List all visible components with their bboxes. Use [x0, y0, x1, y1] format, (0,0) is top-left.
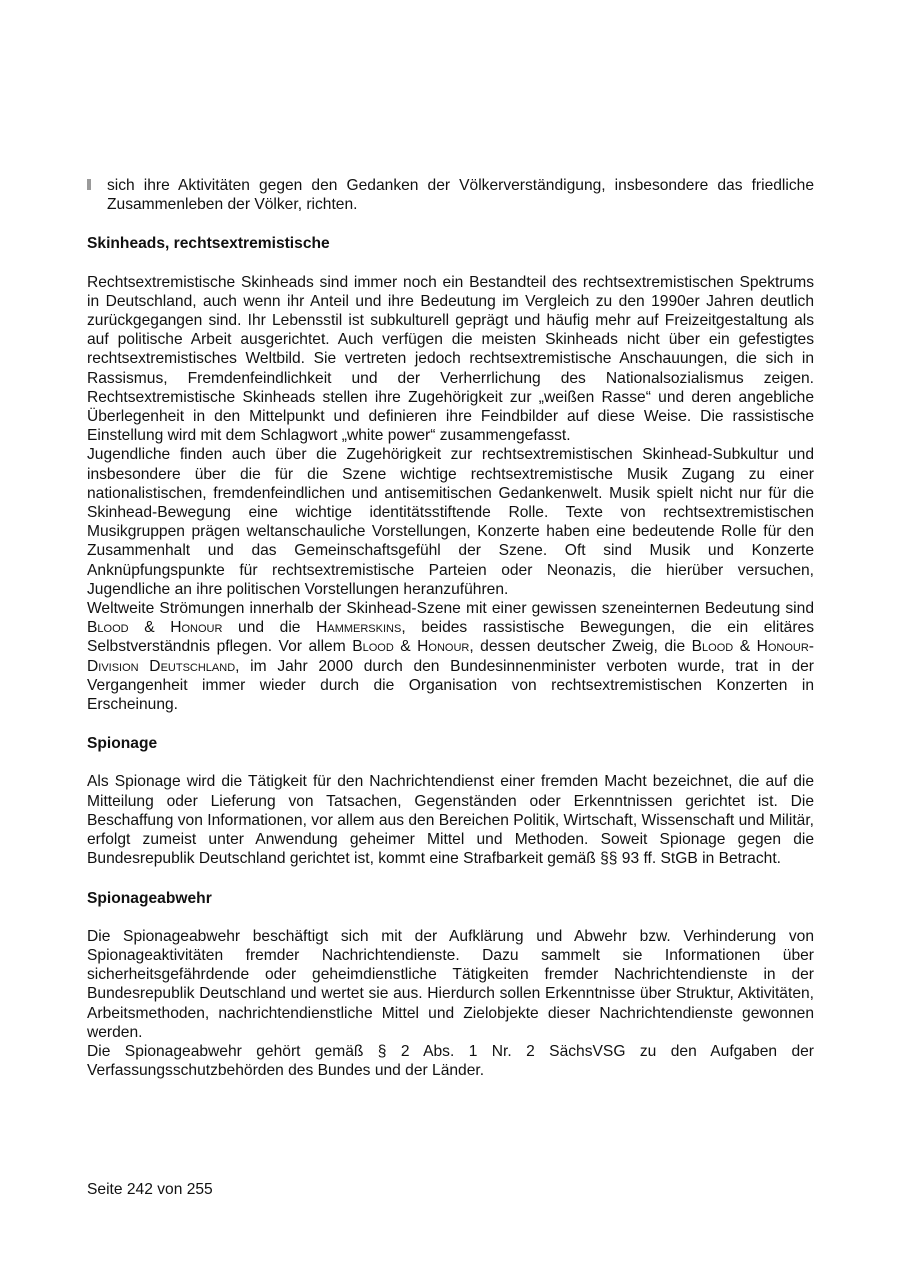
- paragraph-skinheads-2: Jugendliche finden auch über die Zugehörigkeit zur rechtsextremistischen Skinhead-Subkultur und insbesondere über die für die Szene wichtige rechtsextremistische Musik Zugang zu einer nationalistischen, fremdenfeindlichen und antisemitischen Gedankenwelt. Musik spielt nicht nur für die Skinhead-Bewegung eine wichtige identitätsstiftende Rolle. Texte von rechtsextremistischen Musikgruppen prägen weltanschauliche Vorstellungen, Konzerte haben eine bedeutende Rolle für den Zusammenhalt und das Gemeinschaftsgefühl der Szene. Oft sind Musik und Konzerte Anknüpfungspunkte für rechtsextremistische Parteien oder Neonazis, die hierüber versuchen, Jugendliche an ihre politischen Vorstellungen heranzuführen.: [87, 446, 814, 598]
- bullet-item: [87, 176, 814, 214]
- org-name-hammerskins: Hammerskins: [316, 619, 402, 637]
- text-run: , dessen deutscher Zweig, die: [469, 638, 692, 656]
- text-run: Weltweite Strömungen innerhalb der Skinhead-Szene mit einer gewissen szeneinternen Bedeutung sind: [87, 600, 814, 618]
- bullet-text: sich ihre Aktivitäten gegen den Gedanken der Völkerverständigung, insbesondere das friedliche Zusammenleben der Völker, richten.: [107, 177, 814, 214]
- page-number: Seite 242 von 255: [87, 1181, 213, 1198]
- paragraph-spionage: Als Spionage wird die Tätigkeit für den Nachrichtendienst einer fremden Macht bezeichnet, die auf die Mitteilung oder Lieferung von Tatsachen, Gegenständen oder Erkenntnissen gerichtet ist. Die Beschaffung von Informationen, vor allem aus den Bereichen Politik, Wirtschaft, Wissenschaft und Militär, erfolgt zumeist unter Anwendung geheimer Mittel und Methoden. Soweit Spionage gegen die Bundesrepublik Deutschland gerichtet ist, kommt eine Strafbarkeit gemäß §§ 93 ff. StGB in Betracht.: [87, 773, 814, 868]
- paragraph-spionageabwehr-1: Die Spionageabwehr beschäftigt sich mit der Aufklärung und Abwehr bzw. Verhinderung von Spionageaktivitäten fremder Nachrichtendienste. Dazu sammelt sie Informationen über sicherheitsgefährdende oder geheimdienstliche Tätigkeiten fremder Nachrichtendienste in der Bundesrepublik Deutschland und wertet sie aus. Hierdurch sollen Erkenntnisse über Struktur, Aktivitäten, Arbeitsmethoden, nachrichtendienstliche Mittel und Zielobjekte dieser Nachrichtendienste gewonnen werden.: [87, 927, 814, 1041]
- org-name-blood-honour: Blood & Honour: [87, 619, 223, 637]
- heading-skinheads: Skinheads, rechtsextremistische: [87, 235, 330, 253]
- org-name-division-deutschland: Blood & Honour-Division Deutschland: [87, 638, 814, 675]
- heading-spionageabwehr: Spionageabwehr: [87, 889, 212, 907]
- bullet-marker: [87, 179, 91, 190]
- text-run: , beides rassistische Bewegungen, die ein elitäres Selbstverständnis pflegen. Vor allem: [87, 619, 814, 656]
- heading-spionage: Spionage: [87, 735, 158, 753]
- text-run: und die: [222, 619, 317, 637]
- text-run: , im Jahr 2000 durch den Bundesinnenminister verboten wurde, trat in der Vergangenheit immer wieder durch die Organisation von rechtsextremistischen Konzerten in Erscheinung.: [87, 657, 814, 714]
- paragraph-skinheads-1: Rechtsextremistische Skinheads sind immer noch ein Bestandteil des rechtsextremistischen Spektrums in Deutschland, auch wenn ihr Anteil und ihre Bedeutung im Vergleich zu den 1990er Jahren deutlich zurückgegangen sind. Ihr Lebensstil ist subkulturell geprägt und häufig mehr auf Freizeitgestaltung als auf politische Arbeit ausgerichtet. Auch verfügen die meisten Skinheads nicht über ein gefestigtes rechtsextremistisches Weltbild. Sie vertreten jedoch rechtsextremistische Anschauungen, die sich in Rassismus, Fremdenfeindlichkeit und der Verherrlichung des Nationalsozialismus zeigen. Rechtsextremistische Skinheads stellen ihre Zugehörigkeit zur „weißen Rasse“ und deren angebliche Überlegenheit in den Mittelpunkt und definieren ihre Feindbilder auf diese Weise. Die rassistische Einstellung wird mit dem Schlagwort „white power“ zusammengefasst.: [87, 273, 814, 445]
- document-page: [87, 176, 814, 1080]
- org-name-blood-honour: Blood & Honour: [352, 638, 470, 656]
- paragraph-spionageabwehr-2: Die Spionageabwehr gehört gemäß § 2 Abs. 1 Nr. 2 SächsVSG zu den Aufgaben der Verfassungsschutzbehörden des Bundes und der Länder.: [87, 1042, 814, 1080]
- paragraph-skinheads-3: [87, 599, 814, 714]
